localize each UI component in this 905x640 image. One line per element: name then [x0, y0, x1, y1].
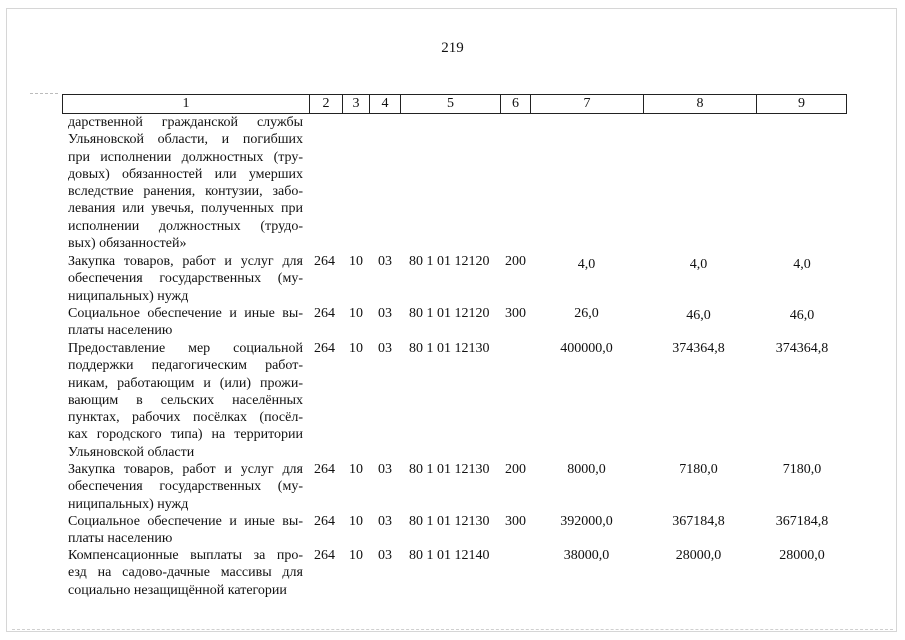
expense-type-code: 200 [505, 462, 526, 477]
row-name [68, 305, 303, 340]
section-code: 10 [349, 462, 363, 477]
name-line: Социальное обеспечение и иные вы- [68, 514, 303, 529]
name-line: при исполнении должностных (тру- [68, 149, 303, 165]
amount-col8: 4,0 [689, 257, 708, 272]
target-article-code: 80 1 01 12130 [409, 341, 490, 356]
row-name [68, 253, 303, 305]
target-article-code: 80 1 01 12130 [409, 514, 490, 529]
expense-type-code: 300 [505, 306, 526, 321]
expense-type-code: 200 [505, 254, 526, 269]
amount-col7: 8000,0 [567, 462, 606, 477]
section-code: 10 [349, 341, 363, 356]
amount-col9: 367184,8 [775, 514, 829, 529]
name-line: платы населению [68, 323, 173, 339]
name-line: социально незащищённой категории [68, 582, 287, 598]
amount-col8: 46,0 [686, 308, 711, 323]
subsection-code: 03 [378, 306, 392, 321]
admin-code: 264 [314, 514, 335, 529]
admin-code: 264 [314, 548, 335, 563]
admin-code: 264 [314, 462, 335, 477]
amount-col7: 26,0 [574, 306, 599, 321]
header-cell: 5 [400, 94, 500, 114]
name-line: платы населению [68, 531, 173, 547]
amount-col7: 392000,0 [560, 514, 613, 529]
section-code: 10 [349, 254, 363, 269]
name-line: Ульяновской области [68, 444, 195, 460]
name-line: Социальное обеспечение и иные вы- [68, 306, 303, 321]
admin-code: 264 [314, 306, 335, 321]
subsection-code: 03 [378, 514, 392, 529]
section-code: 10 [349, 514, 363, 529]
name-line: довых) обязанностей или умерших [68, 166, 303, 182]
header-cell: 9 [756, 94, 847, 114]
row-name [68, 340, 303, 461]
margin-mark [30, 93, 58, 94]
subsection-code: 03 [378, 462, 392, 477]
amount-col8: 28000,0 [675, 548, 722, 563]
name-line: ниципальных) нужд [68, 288, 189, 304]
subsection-code: 03 [378, 254, 392, 269]
header-cell: 2 [309, 94, 342, 114]
name-line: Компенсационные выплаты за про- [68, 548, 303, 563]
amount-col7: 38000,0 [563, 548, 610, 563]
section-code: 10 [349, 306, 363, 321]
header-cell: 7 [530, 94, 643, 114]
name-line: Закупка товаров, работ и услуг для [68, 254, 303, 269]
target-article-code: 80 1 01 12120 [409, 254, 490, 269]
page-number: 219 [441, 40, 464, 56]
name-line: вых) обязанностей» [68, 236, 187, 252]
amount-col8: 367184,8 [672, 514, 725, 529]
amount-col8: 374364,8 [672, 341, 725, 356]
amount-col9: 7180,0 [782, 462, 822, 477]
amount-col9: 28000,0 [779, 548, 825, 563]
target-article-code: 80 1 01 12140 [409, 548, 490, 563]
name-line: поддержки педагогическим работ- [68, 358, 303, 374]
subsection-code: 03 [378, 548, 392, 563]
name-line: Предоставление мер социальной [68, 341, 303, 356]
amount-col9: 374364,8 [775, 341, 829, 356]
target-article-code: 80 1 01 12120 [409, 306, 490, 321]
name-line: езд на садово-дачные массивы для [68, 565, 303, 581]
header-cell: 1 [62, 94, 309, 114]
name-line: никам, работающим и (или) прожи- [68, 375, 303, 391]
amount-col7: 400000,0 [560, 341, 613, 356]
amount-col9: 4,0 [793, 257, 811, 272]
amount-col7: 4,0 [577, 257, 596, 272]
name-line: обеспечения государственных (му- [68, 271, 303, 287]
admin-code: 264 [314, 254, 335, 269]
page-bottom-edge [12, 629, 893, 630]
row-name [68, 114, 303, 252]
amount-col9: 46,0 [789, 308, 815, 323]
name-line: обеспечения государственных (му- [68, 479, 303, 495]
name-line: дарственной гражданской службы [68, 115, 303, 130]
name-line: ках городского типа) на территории [68, 427, 303, 443]
header-cell: 4 [369, 94, 400, 114]
header-cell: 3 [342, 94, 369, 114]
name-line: Ульяновской области, и погибших [68, 132, 303, 148]
name-line: левания или увечья, полученных при [68, 201, 303, 217]
amount-col8: 7180,0 [679, 462, 718, 477]
row-name [68, 513, 303, 548]
admin-code: 264 [314, 341, 335, 356]
row-name [68, 547, 303, 599]
name-line: ниципальных) нужд [68, 496, 189, 512]
header-cell: 8 [643, 94, 756, 114]
section-code: 10 [349, 548, 363, 563]
expense-type-code: 300 [505, 514, 526, 529]
subsection-code: 03 [378, 341, 392, 356]
row-name [68, 461, 303, 513]
name-line: пунктах, рабочих посёлках (посёл- [68, 410, 303, 426]
name-line: вследствие ранения, контузии, забо- [68, 184, 303, 200]
header-cell: 6 [500, 94, 530, 114]
name-line: Закупка товаров, работ и услуг для [68, 462, 303, 477]
name-line: исполнении должностных (трудо- [68, 218, 303, 234]
target-article-code: 80 1 01 12130 [409, 462, 490, 477]
name-line: вающим в сельских населённых [68, 392, 303, 408]
